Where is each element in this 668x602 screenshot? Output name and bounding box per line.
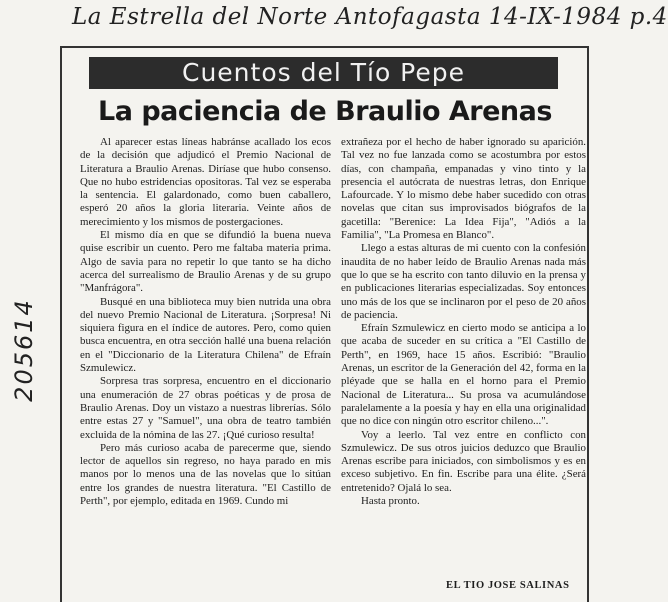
paragraph: El mismo día en que se difundió la buena nueva quise escribir un cuento. Pero me faltaba materia prima. Algo de savia para no repetir lo que tanto se ha dicho acerca del surrealismo de Braulio Arenas y de su grupo "Manfrágora". — [80, 229, 331, 295]
handwritten-catalog-number: 205614 — [10, 298, 38, 402]
article-column-right — [341, 136, 586, 508]
section-banner: Cuentos del Tío Pepe — [89, 57, 558, 89]
paragraph: extrañeza por el hecho de haber ignorado su aparición. Tal vez no fue lanzada como se acostumbra por estos días, con champaña, empanadas y vino tinto y la presencia el autócrata de nuestras letras, don Enrique Lafourcade. Y lo mismo debe haber sucedido con otras novelas que citan sus improvisados biógrafos de la gacetilla: "Berenice: La Idea Fija", "Adiós a la Familia", "La Promesa en Blanco". — [341, 136, 586, 242]
paragraph: Efraín Szmulewicz en cierto modo se anticipa a lo que acaba de suceder en su crítica a "El Castillo de Perth", en 1969, hace 15 años. Escribió: "Braulio Arenas, un escritor de la Generación del 42, forma en la pléyade que se halla en el horno para el Premio Nacional de Literatura... Su prosa va acumulándose paralelamente a la poesía y hay en ella una originalidad que no dice con ningún otro escritor chileno...". — [341, 322, 586, 428]
paragraph: Hasta pronto. — [361, 495, 420, 508]
paragraph: Busqué en una biblioteca muy bien nutrida una obra del nuevo Premio Nacional de Literatura. ¡Sorpresa! Ni siquiera figura en el índice de autores. Pero, como quien busca encuentra, en otra sección hallé una buena relación en el "Diccionario de la Literatura Chilena" de Efraín Szmulewicz. — [80, 295, 331, 375]
article-column-left — [80, 136, 331, 508]
paragraph: Al aparecer estas líneas habránse acallado los ecos de la decisión que adjudicó el Premio Nacional de Literatura a Braulio Arenas. Diríase que hubo consenso. Que no hubo estridencias opositoras. Tal vez se esperaba la sentencia. El galardonado, como buen caballero, esperó 20 años la gloria literaria. Veinte años de merecimiento y los mismos de postergaciones. — [80, 136, 331, 228]
author-byline: EL TIO JOSE SALINAS — [446, 580, 570, 591]
handwritten-source-note: La Estrella del Norte Antofagasta 14-IX-1984 p.4 — [72, 4, 668, 30]
article-headline: La paciencia de Braulio Arenas — [98, 96, 552, 127]
paragraph: Sorpresa tras sorpresa, encuentro en el diccionario una enumeración de 27 obras poéticas y de prosa de Braulio Arenas. Doy un vistazo a nuestras librerías. Sólo entre estas 27 y "Samuel", una obra de teatro también excluida de la nómina de las 27. ¡Qué curioso resulta! — [80, 375, 331, 441]
paragraph: Llego a estas alturas de mi cuento con la confesión inaudita de no haber leído de Braulio Arenas nada más que lo que se ha escrito con tanto diluvio en la prensa y en publicaciones literarias especializadas. Soy entonces uno más de los que se inclinaron por el peso de 20 años de paciencia. — [341, 242, 586, 321]
paragraph: Voy a leerlo. Tal vez entre en conflicto con Szmulewicz. De sus otros juicios deduzco que Braulio Arenas escribe para iniciados, con simbolismos y es en exceso subjetivo. En fin. Escribe para una élite. ¿Será entretenido? Ojalá lo sea. — [341, 428, 586, 494]
paragraph: Pero más curioso acaba de parecerme que, siendo lector de aquellos sin regreso, no haya parado en mis manos por lo menos una de las novelas que lo sitúan entre los grandes de nuestra literatura. "El Castillo de Perth", por ejemplo, editada en 1969. Cundo mi — [80, 441, 331, 508]
